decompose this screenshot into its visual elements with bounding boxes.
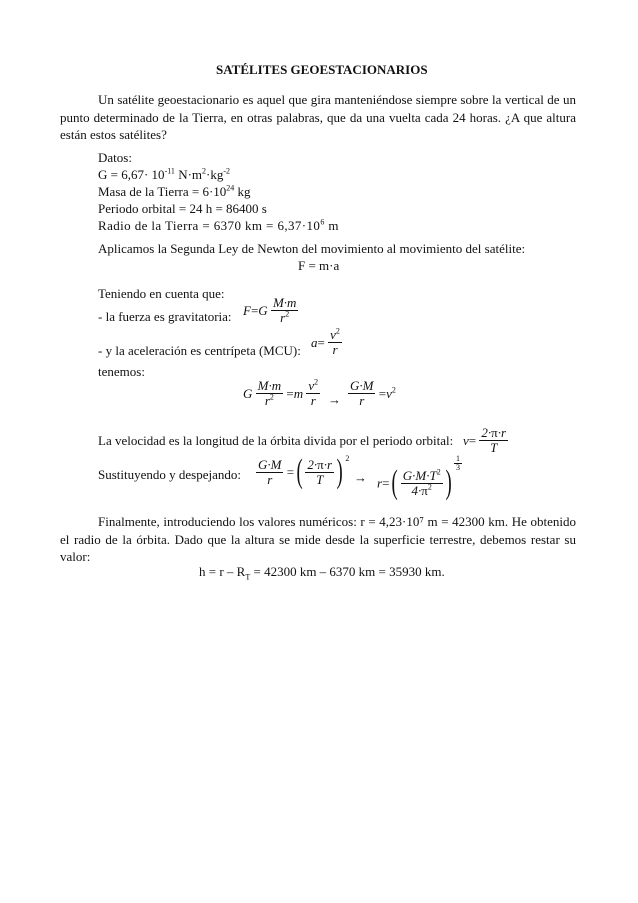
earth-radius-line: Radio de la Tierra = 6370 km = $6,37\cdot 10^6$ m <box>98 217 339 233</box>
gravity-formula: F=G $\frac{M\cdot m}{r^2}$ <box>243 295 297 325</box>
tenemos-label: tenemos: <box>98 364 145 379</box>
considering-heading: Teniendo en cuenta que: <box>98 286 225 301</box>
datos-heading: Datos: <box>98 150 132 165</box>
simplified-equation: $\frac{G\cdot M}{r}$ $=v^2$ <box>350 378 396 408</box>
newton-line: Aplicamos la Segunda Ley de Newton del movimiento al movimiento del satélite: <box>98 241 526 256</box>
substituting-line: Sustituyendo y despejando: <box>98 467 241 482</box>
intro-paragraph: Un satélite geoestacionario es aquel que gira manteniéndose siempre sobre la vertical de un punto determinado de la Tierra, en otras palabras, que da una vuelta cada 24 horas. ¿A que altura están estos satélites? <box>60 92 576 142</box>
acceleration-label: - y la aceleración es centrípeta (MCU): <box>98 343 301 358</box>
final-paragraph: Finalmente, introduciendo los valores numéricos: r = 4,23·10⁷ m = 42300 km. He obtenido el radio de la órbita. Dado que la altura se mide desde la superficie terrestre, debemos restar su valor: <box>60 514 576 564</box>
arrow-1: → <box>328 392 341 407</box>
page-title: SATÉLITES GEOESTACIONARIOS <box>216 62 428 77</box>
substitution-equation: $\frac{G\cdot M}{r}$ =( $\frac{2\cdot\pi\cdot r}{T}$ ) $^2$ <box>258 453 350 490</box>
gravity-label: - la fuerza es gravitatoria: <box>98 309 232 324</box>
earth-mass-line: Masa de la Tierra = $6\cdot 10^{24}$ kg <box>98 183 251 199</box>
velocity-formula: v= $\frac{2\cdot\pi\cdot r}{T}$ <box>463 425 507 455</box>
newton-formula: F = m·a <box>298 258 340 273</box>
combined-equation: G $\frac{M\cdot m}{r^2}$ =m $\frac{v^2}{r}$ <box>243 377 319 408</box>
arrow-2: → <box>354 470 367 485</box>
gravitational-constant-line: $G = 6,67\cdot 10^{-11}$ $N\cdot m^2\cdot kg^{-2}$ <box>98 166 231 182</box>
velocity-line: La velocidad es la longitud de la órbita divida por el periodo orbital: <box>98 433 454 448</box>
acceleration-formula: a= $\frac{v^2}{r}$ <box>311 326 340 357</box>
radius-solution: r=( $\frac{G\cdot M\cdot T^2}{4\cdot\pi^2}$ ) $\frac{1}{3}$ <box>377 454 461 502</box>
orbital-period-line: Periodo orbital = 24 h = 86400 s <box>98 201 267 216</box>
height-formula: $h = r - R_T = 42300$ km – 6370 km = 35930 km. <box>199 564 445 582</box>
